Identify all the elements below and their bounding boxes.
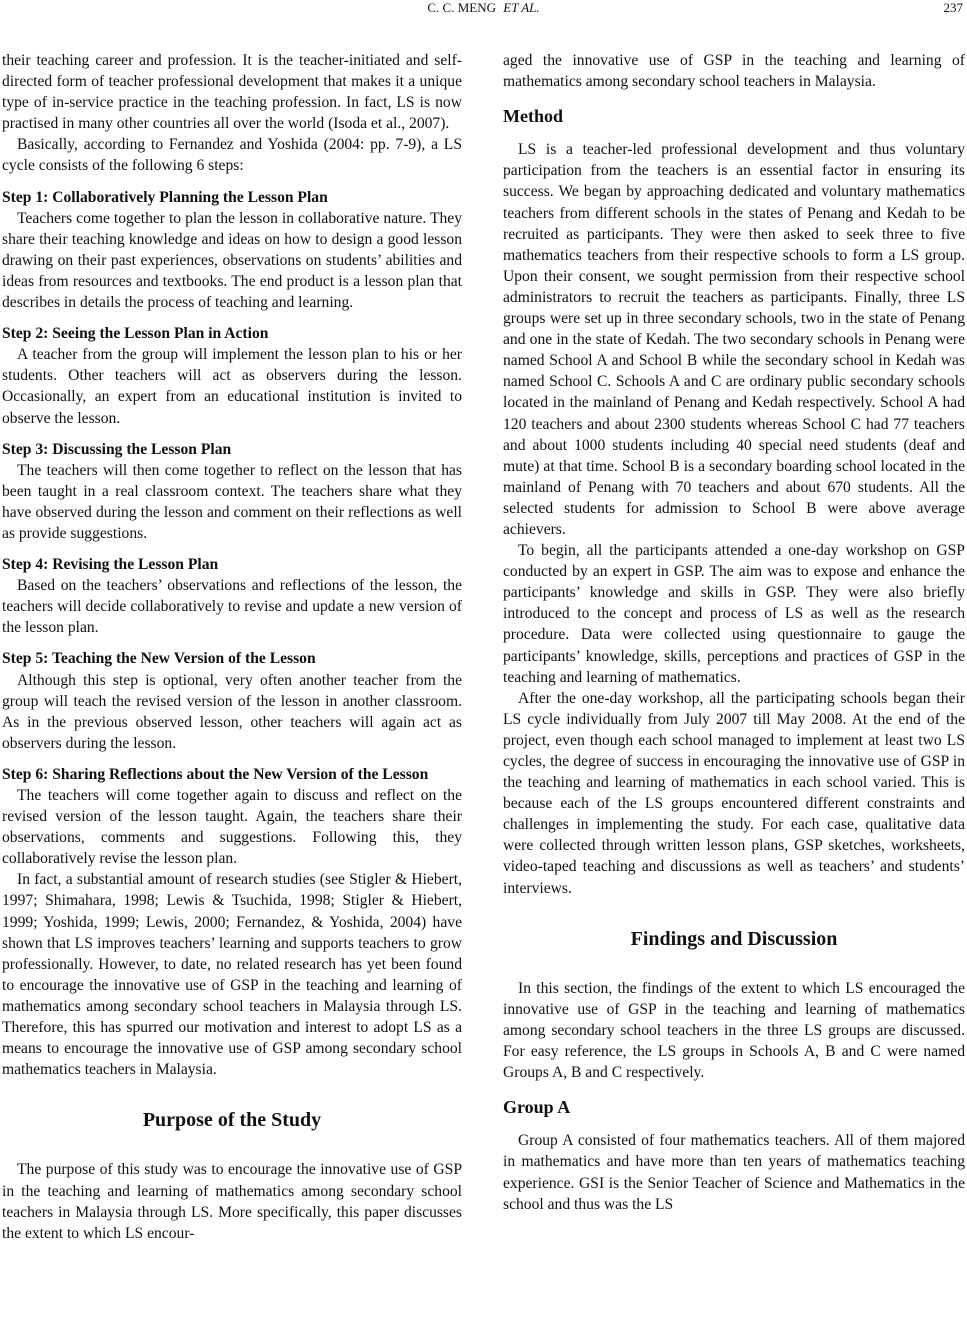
step-heading: Step 1: Collaboratively Planning the Lesson Plan bbox=[2, 188, 328, 206]
running-header bbox=[0, 0, 967, 22]
subsection-heading: Method bbox=[503, 106, 563, 127]
step-heading: Step 5: Teaching the New Version of the Lesson bbox=[2, 650, 316, 668]
paragraph: LS is a teacher-led professional development and thus voluntary participation from the teachers is an essential factor in ensuring its success. We began by approaching dedicated and voluntary mathematics teachers from different schools in the states of Penang and Kedah to be recruited as participants. They were then asked to seek three to five mathematics teachers from their respective schools to form a LS group. Upon their consent, we sought permission from their respective school administrators to recruit the teachers as participants. Finally, three LS groups were set up in three secondary schools, two in the state of Penang and one in the state of Kedah. The two secondary schools in Penang were named School A and School B while the secondary school in Kedah was named School C. Schools A and C are ordinary public secondary schools located in the mainland of Penang and Kedah respectively. School A had 120 teachers and about 2300 students whereas School C had 77 teachers and about 1000 students including 40 special need students (deaf and mute) at that time. School B is a secondary boarding school located in the mainland of Penang with 70 teachers and about 670 students. All the selected students for admission to School B were above average achievers. bbox=[503, 141, 965, 538]
paragraph: After the one-day workshop, all the participating schools began their LS cycle individually from July 2007 till May 2008. At the end of the project, even though each school managed to implement at least two LS cycles, the degree of success in encouraging the innovative use of GSP in the teaching and learning of mathematics in each school varied. This is because each of the LS groups encountered different constraints and challenges in implementing the study. For each case, qualitative data were collected through written lesson plans, GSP sketches, worksheets, video-taped teaching and discussions as well as teachers’ and students’ interviews. bbox=[503, 689, 965, 897]
paragraph: In this section, the findings of the extent to which LS encouraged the innovative use of GSP in the teaching and learning of mathematics among secondary school teachers in the three LS groups are discussed. For easy reference, the LS groups in Schools A, B and C were named Groups A, B and C respectively. bbox=[503, 979, 965, 1082]
header-etal: ET AL. bbox=[503, 0, 540, 15]
step-heading: Step 2: Seeing the Lesson Plan in Action bbox=[2, 325, 269, 343]
right-column bbox=[503, 50, 965, 1215]
paragraph: In fact, a substantial amount of research studies (see Stigler & Hiebert, 1997; Shimahara, 1998; Lewis & Tsuchida, 1998; Stigler & Hiebert, 1999; Yoshida, 1999; Lewis, 2000; Fernandez, & Yoshida, 2004) have shown that LS improves teachers’ learning and supports teachers to grow professionally. However, to date, no related research has yet been found to encourage the innovative use of GSP in the teaching and learning of mathematics among secondary school teachers in Malaysia through LS. Therefore, this has spurred our motivation and interest to adopt LS as a means to encourage the innovative use of GSP among secondary school mathematics teachers in Malaysia. bbox=[2, 871, 462, 1079]
paragraph: To begin, all the participants attended a one-day workshop on GSP conducted by an expert in GSP. The aim was to expose and enhance the participants’ knowledge and skills in GSP. They were also briefly introduced to the concept and process of LS as well as the research procedure. Data were collected using questionnaire to gauge the participants’ knowledge, skills, perceptions and practices of GSP in the teaching and learning of mathematics. bbox=[503, 542, 965, 686]
paragraph: their teaching career and profession. It is the teacher-initiated and self-directed form of teacher professional development that makes it a unique type of in-service practice in the teaching profession. In fact, LS is now practised in many other countries all over the world (Isoda et al., 2007). bbox=[2, 52, 462, 133]
running-title bbox=[0, 0, 967, 19]
paragraph: The purpose of this study was to encourage the innovative use of GSP in the teaching and learning of mathematics among secondary school teachers in Malaysia through LS. More specifically, this paper discusses the extent to which LS encour- bbox=[2, 1161, 462, 1242]
paragraph: Basically, according to Fernandez and Yoshida (2004: pp. 7-9), a LS cycle consists of the following 6 steps: bbox=[2, 136, 462, 175]
header-author: C. C. MENG bbox=[427, 0, 496, 15]
section-heading: Findings and Discussion bbox=[630, 927, 838, 950]
paragraph: A teacher from the group will implement the lesson plan to his or her students. Other teachers will act as observers during the lesson. Occasionally, an expert from an educational institution is invited to observe the lesson. bbox=[2, 346, 462, 427]
paragraph: Although this step is optional, very often another teacher from the group will teach the revised version of the lesson in another classroom. As in the previous observed lesson, other teachers will again act as observers during the lesson. bbox=[2, 671, 462, 752]
paragraph: Teachers come together to plan the lesson in collaborative nature. They share their teaching knowledge and ideas on how to design a good lesson drawing on their past experiences, observations on students’ abilities and ideas from resources and textbooks. The end product is a lesson plan that describes in details the process of teaching and learning. bbox=[2, 209, 462, 312]
page-number: 237 bbox=[943, 0, 963, 15]
paragraph: aged the innovative use of GSP in the teaching and learning of mathematics among secondary school teachers in Malaysia. bbox=[503, 52, 965, 91]
paragraph: Based on the teachers’ observations and reflections of the lesson, the teachers will decide collaboratively to revise and update a new version of the lesson plan. bbox=[2, 577, 462, 637]
section-heading: Purpose of the Study bbox=[142, 1109, 322, 1132]
paragraph: Group A consisted of four mathematics teachers. All of them majored in mathematics and have more than ten years of mathematics teaching experience. GSI is the Senior Teacher of Science and Mathematics in the school and thus was the LS bbox=[503, 1132, 965, 1213]
step-heading: Step 3: Discussing the Lesson Plan bbox=[2, 440, 232, 458]
step-heading: Step 4: Revising the Lesson Plan bbox=[2, 556, 219, 574]
paragraph: The teachers will come together again to discuss and reflect on the revised version of the lesson taught. Again, the teachers share their observations, comments and suggestions. Following this, they collaboratively revise the lesson plan. bbox=[2, 787, 462, 868]
paragraph: The teachers will then come together to reflect on the lesson that has been taught in a real classroom context. The teachers share what they have observed during the lesson and comment on their reflections as well as provide suggestions. bbox=[2, 461, 462, 542]
step-heading: Step 6: Sharing Reflections about the New Version of the Lesson bbox=[2, 765, 429, 783]
left-column bbox=[2, 50, 462, 1244]
subsection-heading: Group A bbox=[503, 1097, 571, 1118]
